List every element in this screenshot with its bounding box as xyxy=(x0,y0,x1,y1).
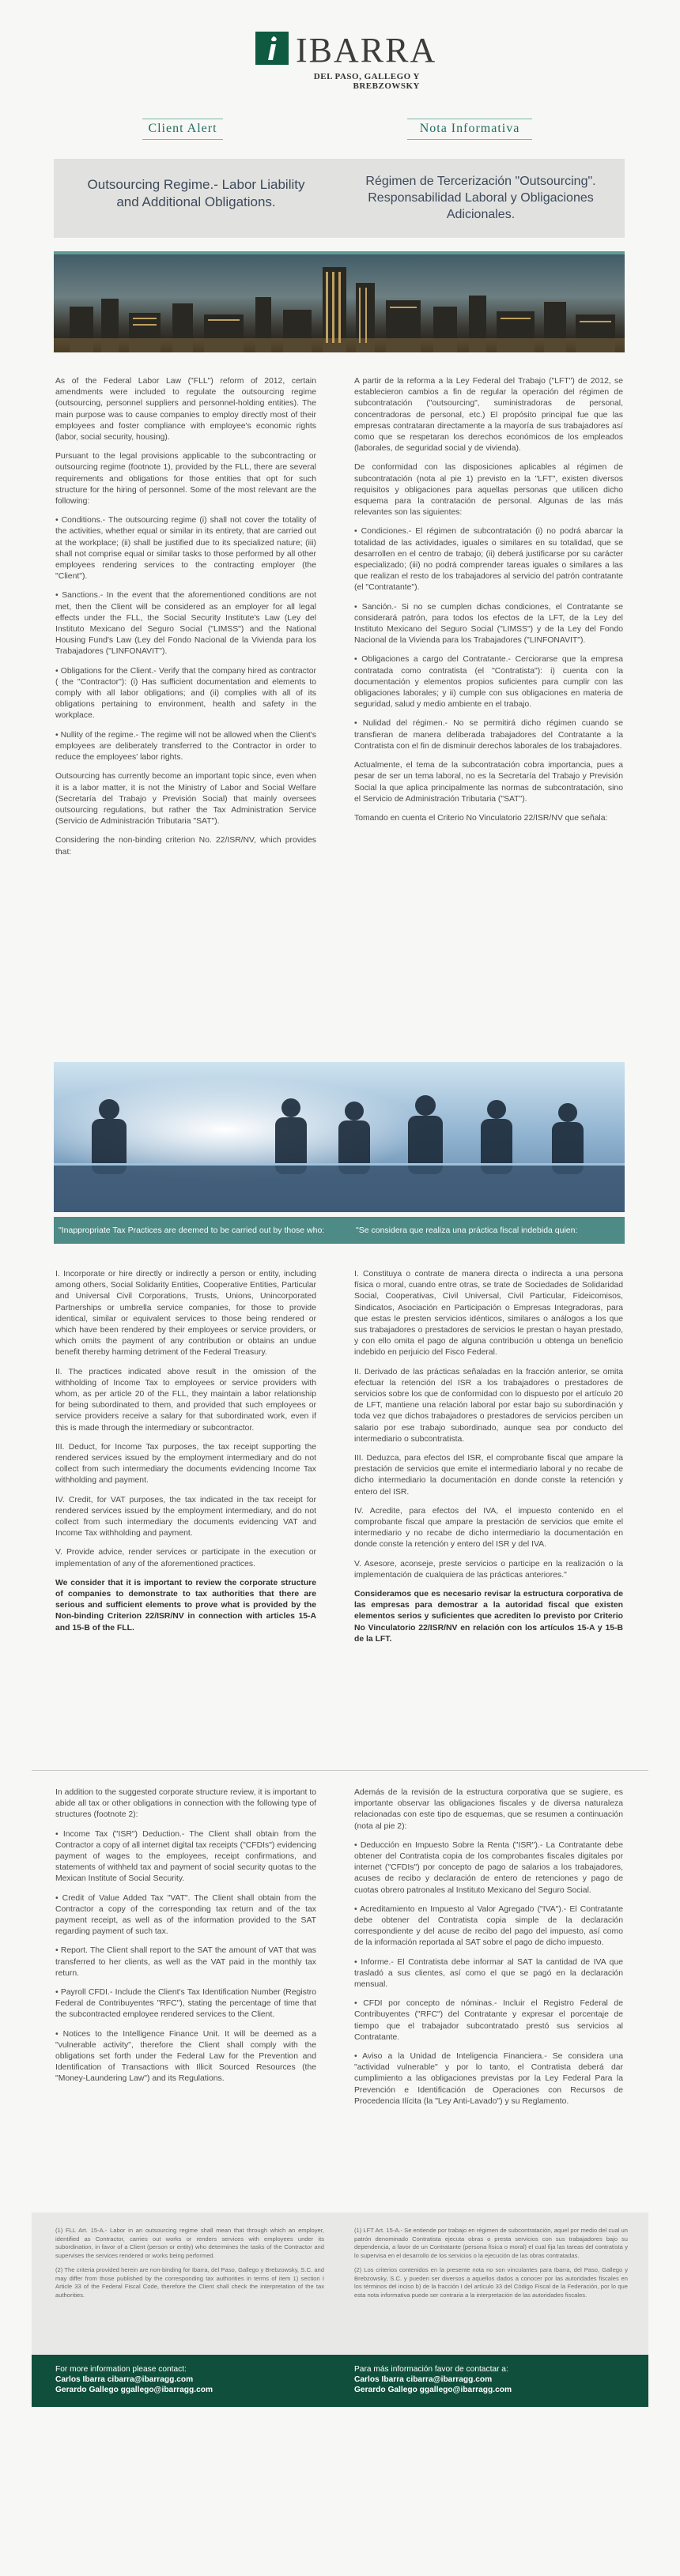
quote-intro-bar xyxy=(54,1217,625,1244)
label-nota-informativa: Nota Informativa xyxy=(419,122,520,135)
paragraph: • Obligaciones a cargo del Contratante.- Cerciorarse que la empresa contratada como contratista (el "Contratista"): i) cuenta con la documentación y elementos propios suficientes para cumplir con las obligaciones laborales; y ii) cumple con sus obligaciones en materia de seguridad, salud y medio ambiente en el trabajo. xyxy=(354,655,623,710)
paragraph: • Nullity of the regime.- The regime will not be allowed when the Client's employees are deliberately transferred to the Contractor in order to reduce the employees' labor rights. xyxy=(55,730,316,763)
quote-intro-spanish: "Se considera que realiza una práctica fiscal indebida quien: xyxy=(356,1226,578,1235)
title-band xyxy=(54,159,625,238)
contact-person xyxy=(354,2375,512,2385)
contact-name: Gerardo Gallego xyxy=(55,2386,119,2394)
contact-intro: Para más información favor de contactar a: xyxy=(354,2365,508,2374)
quote-intro-english: "Inappropriate Tax Practices are deemed to be carried out by those who: xyxy=(59,1226,325,1235)
city-skyline-image xyxy=(54,251,625,352)
paragraph: • CFDI por concepto de nóminas.- Incluir el Registro Federal de Contribuyentes ("RFC") del Contratante y expresar el porcentaje de tiempo que el trabajador subcontratado prestó sus servicios al Contratante. xyxy=(354,1999,623,2042)
paragraph: A partir de la reforma a la Ley Federal del Trabajo ("LFT") de 2012, se establecieron cambios a fin de regular la operación del régimen de subcontratación ("outsourcing", suministradoras de personal, concentradoras de personal, etc.) El propósito principal fue que las empresas contrataran directamente a la mayoría de sus trabajadores así como que se respetaran los derechos económicos de los empleados (laborales, de seguridad social y de vivienda). xyxy=(354,377,623,454)
label-rule-bottom-es xyxy=(407,139,532,140)
paragraph: I. Constituya o contrate de manera directa o indirecta a una persona física o moral, cuando entre otras, se trate de Sociedades de Solidaridad Social, Cooperativas, Civil Universal, Civil Particular, Fideicomisos, Sindicatos, Asociación en Participación o Empresas Integradoras, para que estas le presten servicios idénticos, similares o análogos a los que sus trabajadores o prestadores de servicios le prestan o hayan prestado, y con ello omita el pago de alguna contribución u obtenga un beneficio indebido en perjuicio del Fisco Federal. xyxy=(354,1270,623,1358)
title-spanish: Régimen de Tercerización "Outsourcing". Responsabilidad Laboral y Obligaciones Adicionales. xyxy=(365,175,596,221)
section2-spanish xyxy=(354,1269,623,1653)
contact-email-link[interactable]: cibarra@ibarragg.com xyxy=(107,2375,194,2384)
paragraph: I. Incorporate or hire directly or indirectly a person or entity, including among others, Social Solidarity Entities, Cooperative Entities, Particular and Universal Civil Corporations, Trusts, Unions, Unincorporated Partnerships or umbrella service companies, for those to provide identical, similar or equivalent services to those being rendered or which have been rendered by their employees or service providers, or which omits the payment of any contribution or obtains an undue benefit thereby harming detriment of the Federal Treasury. xyxy=(55,1270,316,1358)
paragraph: IV. Credit, for VAT purposes, the tax indicated in the tax receipt for rendered services issued by the employment intermediary, and do not collect from such intermediary the documents evidencing VAT and Income Tax withholding and payment. xyxy=(55,1495,316,1538)
contact-email-link[interactable]: cibarra@ibarragg.com xyxy=(406,2375,493,2384)
meeting-silhouette-image xyxy=(54,1062,625,1212)
paragraph: V. Asesore, aconseje, preste servicios o participe en la realización o la implementación de cualquiera de las prácticas anteriores." xyxy=(354,1559,623,1580)
footnote: (1) LFT Art. 15-A.- Se entiende por trabajo en régimen de subcontratación, aquel por medio del cual un patrón denominado Contratista ejecuta obras o presta servicios con sus trabajadores bajo su dependencia, a favor de un Contratante (persona física o moral) el cual fija las tareas del contratista y lo supervisa en el desarrollo de los servicios o la ejecución de las obras contratadas. xyxy=(354,2227,629,2259)
paragraph: • Aviso a la Unidad de Inteligencia Financiera.- Se considera una "actividad vulnerable" y por lo tanto, el Contratista deberá dar cumplimiento a las obligaciones previstas por la Ley Federal Para la Prevención e Identificación de Operaciones con Recursos de Procedencia Ilícita (la "Ley Anti-Lavado") y su Reglamento. xyxy=(354,2052,623,2106)
section1-spanish xyxy=(354,376,623,832)
contact-name: Carlos Ibarra xyxy=(55,2375,105,2384)
paragraph: • Sanción.- Si no se cumplen dichas condiciones, el Contratante se considerará patrón, para todos los efectos de la LFT, de la Ley del Instituto Mexicano del Seguro Social ("LIMSS") y de la Ley del Fondo Nacional de la Vivienda para los Trabajadores ("LINFONAVIT"). xyxy=(354,602,623,646)
paragraph: De conformidad con las disposiciones aplicables al régimen de subcontratación (nota al pie 1) previsto en la "LFT", existen diversos requisitos y obligaciones para aquellas personas que utilicen dicho esquema para la contratación de personal. Algunas de las más relevantes son las siguientes: xyxy=(354,463,623,518)
paragraph: • Report. The Client shall report to the SAT the amount of VAT that was transferred to her clients, as well as the VAT paid in the monthly tax return. xyxy=(55,1946,316,1978)
paragraph: Outsourcing has currently become an important topic since, even when it is a labor matter, it is not the Ministry of Labor and Social Welfare (Secretaría del Trabajo y Previsión Social) that mainly oversees outsourcing regulations, but rather the Tax Administration Service (Servicio de Administración Tributaria "SAT"). xyxy=(55,772,316,827)
contact-person xyxy=(354,2385,512,2395)
contact-person xyxy=(55,2385,213,2395)
paragraph: Actualmente, el tema de la subcontratación cobra importancia, pues a pesar de ser un tema laboral, no es la Secretaría del Trabajo y Previsión Social la que aplica principalmente las normas de subcontratación, sino el Servicio de Administración Tributaria ("SAT"). xyxy=(354,761,623,804)
footnote: (1) FLL Art. 15-A.- Labor in an outsourcing regime shall mean that through which an employer, identified as Contractor, carries out works or renders services with employees under its subordination, in favor of a Client (person or entity) who determines the tasks of the Contractor and supervises the services rendered or works being performed. xyxy=(55,2227,324,2259)
footnotes-band xyxy=(32,2213,648,2355)
paragraph: II. The practices indicated above result in the omission of the withholding of Income Tax to employees or service providers with whom, as per article 20 of the FLL, they maintain a labor relationship for being subordinated to them, and provided that such employees or service providers receive a salary for that subordinated work, even if this is made through the intermediary or subcontractor. xyxy=(55,1367,316,1433)
paragraph: • Notices to the Intelligence Finance Unit. It will be deemed as a "vulnerable activity", therefore the Client shall comply with the obligations set forth under the Federal Law for the Prevention and Identification of Transactions with Illicit Sourced Resources (the "Money-Laundering Law") and its Regulations. xyxy=(55,2029,316,2084)
paragraph: Pursuant to the legal provisions applicable to the subcontracting or outsourcing regime (footnote 1), provided by the FLL, there are several requirements and obligations for those entities that opt for such structure for the hiring of personnel. Some of the most relevant are the following: xyxy=(55,452,316,507)
section-divider xyxy=(32,1770,648,1771)
contact-name: Carlos Ibarra xyxy=(354,2375,404,2384)
label-rule-bottom-en xyxy=(142,139,223,140)
paragraph: • Sanctions.- In the event that the aforementioned conditions are not met, then the Client will be considered as an employer for all legal effects under the FLL, the Social Security Institute's Law (Ley del Instituto Mexicano del Seguro Social ("LIMSS") and the National Housing Fund's Law (Ley del Fondo Nacional de la Vivienda para los Trabajadores ("LINFONAVIT"). xyxy=(55,591,316,657)
footnote: (2) The criteria provided herein are non-binding for Ibarra, del Paso, Gallego y Brebzowsky, S.C. and may differ from those published by the corresponding tax authorities in terms of item 1) section I Article 33 of the Federal Fiscal Code, therefore the Client shall check the interpretation of the tax authorities. xyxy=(55,2266,324,2299)
contact-english xyxy=(55,2364,213,2395)
contact-person xyxy=(55,2375,213,2385)
title-english: Outsourcing Regime.- Labor Liability and Additional Obligations. xyxy=(87,177,305,209)
firm-logo-mark xyxy=(255,32,289,65)
paragraph: Tomando en cuenta el Criterio No Vinculatorio 22/ISR/NV que señala: xyxy=(354,813,608,823)
label-client-alert: Client Alert xyxy=(148,122,217,135)
contact-band xyxy=(32,2355,648,2407)
paragraph: • Deducción en Impuesto Sobre la Renta ("ISR").- La Contratante debe obtener del Contratista copia de los comprobantes fiscales digitales por internet ("CFDIs") por concepto de pago de salarios a los trabajadores, acuses de recibo y declaración de entero de retenciones y pago de cuotas obrero patronales al Instituto Mexicano del Seguro Social. xyxy=(354,1840,623,1895)
paragraph: Considering the non-binding criterion No. 22/ISR/NV, which provides that: xyxy=(55,836,316,857)
contact-email-link[interactable]: ggallego@ibarragg.com xyxy=(120,2386,213,2394)
paragraph: III. Deduzca, para efectos del ISR, el comprobante fiscal que ampare la prestación de servicios que emite el intermediario laboral y no recabe de dicho intermediario la documentación en donde conste la retención y entero del ISR. xyxy=(354,1454,623,1497)
meeting-banner xyxy=(54,1062,625,1212)
paragraph: We consider that it is important to review the corporate structure of companies to demonstrate to tax authorities that there are serious and sufficient elements to prove what is provided by the Non-binding Criterion 22/ISR/NV in connection with articles 15-A and 15-B of the FLL. xyxy=(55,1578,316,1633)
paragraph: • Income Tax ("ISR") Deduction.- The Client shall obtain from the Contractor a copy of all internet digital tax receipts ("CFDIs") evidencing payment of wages to the employees, receipt confirmations, and statements of withheld tax and payment of social security quotas to the Mexican Institute of Social Security. xyxy=(55,1829,316,1884)
paragraph: • Conditions.- The outsourcing regime (i) shall not cover the totality of the activities, whether equal or similar in its entirety, that are carried out at the workplace; (ii) shall be justified due to its specialized nature; (iii) shall not comprise equal or similar tasks to those performed by all other employees rendering services to the contracting employer (the "Client"). xyxy=(55,516,316,582)
paragraph: • Acreditamiento en Impuesto al Valor Agregado ("IVA").- El Contratante debe obtener del Contratista copia simple de la declaración correspondiente y del acuse de recibo del pago del impuesto, así como de la información reportada al SAT sobre el pago de dicho impuesto. xyxy=(354,1904,623,1948)
paragraph: Además de la revisión de la estructura corporativa que se sugiere, es importante observar las obligaciones fiscales y de diversa naturaleza relacionadas con este tipo de esquemas, que se resumen a continuación (nota al pie 2): xyxy=(354,1788,623,1831)
firm-logo-word: IBARRA xyxy=(296,31,437,70)
city-skyline-banner xyxy=(54,251,625,352)
paragraph: Consideramos que es necesario revisar la estructura corporativa de las empresas para demostrar a la autoridad fiscal que existen elementos serios y suficientes que acrediten lo previsto por Criterio No Vinculatorio 22/ISR/NV en relación con los artículos 15-A y 15-B de la LFT. xyxy=(354,1590,623,1644)
paragraph: • Obligations for the Client.- Verify that the company hired as contractor ( the "Contractor"): (i) Has sufficient documentation and elements to comply with all labor obligations; and (ii) complies with all of its obligations pertaining to environment, health and safety in the workplace. xyxy=(55,666,316,721)
section3-english xyxy=(55,1787,316,2093)
paragraph: • Condiciones.- El régimen de subcontratación (i) no podrá abarcar la totalidad de las actividades, iguales o similares en su totalidad, que se desarrollen en el centro de trabajo; (ii) deberá justificarse por su carácter especializado; (iii) no podrá comprender tareas iguales o similares a las que realizan el resto de los trabajadores al servicio del patrón contratante (el "Contratante"). xyxy=(354,527,623,593)
paragraph: II. Derivado de las prácticas señaladas en la fracción anterior, se omita efectuar la retención del ISR a los trabajadores o prestadores de servicios sobre los que de conformidad con lo dispuesto por el artículo 20 de LFT, mantiene una relación laboral por estar bajo su subordinación y toda vez que dichos trabajadores o prestadores de servicios perciben un salario por ese trabajo subordinado, aunque sea por conducto del intermediario o subcontratista. xyxy=(354,1367,623,1444)
paragraph: • Payroll CFDI.- Include the Client's Tax Identification Number (Registro Federal de Contribuyentes "RFC"), stating the percentage of time that the subcontracted employee rendered services to the Client. xyxy=(55,1988,316,2020)
logo-i-icon xyxy=(255,32,289,65)
paragraph: V. Provide advice, render services or participate in the execution or implementation of any of the aforementioned practices. xyxy=(55,1548,316,1569)
paragraph: As of the Federal Labor Law ("FLL") reform of 2012, certain amendments were included to regulate the outsourcing regime (outsourcing, personnel suppliers and personnel-holding entities). The main purpose was to cause companies to employ directly most of their employees and foster compliance with employee's economic rights (labor, social security, housing). xyxy=(55,377,316,443)
contact-name: Gerardo Gallego xyxy=(354,2386,417,2394)
footnotes-english xyxy=(55,2227,324,2306)
section1-english xyxy=(55,376,316,866)
contact-spanish xyxy=(354,2364,512,2395)
paragraph: IV. Acredite, para efectos del IVA, el impuesto contenido en el comprobante fiscal que ampare la prestación de servicios que emite el intermediario y no recabe de dicho intermediario la documentación en donde conste la retención y entero del ISR y del IVA. xyxy=(354,1506,623,1550)
paragraph: • Informe.- El Contratista debe informar al SAT la cantidad de IVA que trasladó a sus clientes, así como el que se pagó en la declaración mensual. xyxy=(354,1957,623,1990)
firm-logo-subtitle: DEL PASO, GALLEGO Y BREBZOWSKY xyxy=(313,72,420,91)
contact-email-link[interactable]: ggallego@ibarragg.com xyxy=(419,2386,512,2394)
paragraph: • Nulidad del régimen.- No se permitirá dicho régimen cuando se transfieran de manera deliberada trabajadores del Contratante a la Contratista con el fin de disminuir derechos laborales de los trabajadores. xyxy=(354,719,623,751)
paragraph: In addition to the suggested corporate structure review, it is important to abide all tax or other obligations in connection with the following type of structures (footnote 2): xyxy=(55,1788,316,1820)
paragraph: III. Deduct, for Income Tax purposes, the tax receipt supporting the rendered services issued by the employment intermediary and do not collect from such intermediary the documents evidencing Income Tax withholding and payment. xyxy=(55,1442,316,1486)
contact-intro: For more information please contact: xyxy=(55,2365,187,2374)
footnote: (2) Los criterios contenidos en la presente nota no son vinculantes para Ibarra, del Paso, Gallego y Brebzowsky, S.C. y pueden ser diversos a aquellos dados a conocer por las autoridades fiscales en los términos del inciso b) de la fracción I del artículo 33 del Código Fiscal de la Federación, por lo que esta nota informativa puede ser contraria a la interpretación de las autoridades fiscales. xyxy=(354,2266,628,2299)
section2-english xyxy=(55,1269,316,1642)
footnotes-spanish xyxy=(354,2227,628,2306)
paragraph: • Credit of Value Added Tax "VAT". The Client shall obtain from the Contractor a copy of the corresponding tax return and of the tax payment receipt, as well as of the information provided to the SAT regarding payment of such tax. xyxy=(55,1893,316,1937)
section3-spanish xyxy=(354,1787,623,2115)
